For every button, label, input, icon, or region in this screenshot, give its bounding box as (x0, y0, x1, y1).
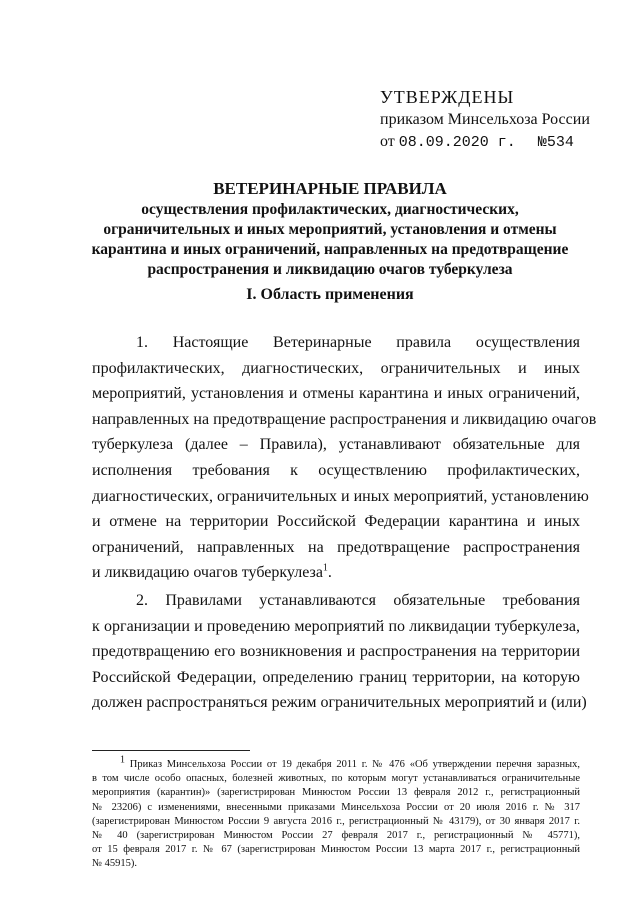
footnote-line: в том числе особо опасных, болезней животных, по которым могут устанавливаться ограничительные (92, 773, 580, 785)
section-heading: I. Область применения (246, 286, 414, 303)
paragraph-1-line: мероприятий, установления и отмены карантина и иных ограничений, (92, 385, 580, 403)
paragraph-1-last-line: и ликвидацию очагов туберкулеза$^1$. (92, 563, 332, 582)
approval-block (380, 85, 620, 154)
approval-order: приказом Минсельхоза России (380, 111, 590, 128)
paragraph-1-line: исполнения требования к осуществлению профилактических, (92, 461, 580, 479)
title-sub-line: ограничительных и иных мероприятий, установления и отмены (103, 221, 557, 238)
footnote (92, 754, 580, 872)
footnote-line: от 15 февраля 2017 г. № 67 (зарегистрирован Минюстом России 13 марта 2017 г., регистрационный (92, 844, 580, 856)
paragraph-1-line: и отмене на территории Российской Федерации карантина и иных (92, 513, 580, 531)
footnote-last-line: № 45915). (92, 858, 138, 870)
paragraph-1-line: ограничений, направленных на предотвращение распространения (92, 538, 580, 556)
paragraph-1-line: направленных на предотвращение распространения и ликвидацию очагов (92, 410, 597, 428)
approval-date: 08.09.2020 г. (398, 134, 516, 151)
footnote-line: № 40 (зарегистрирован Минюстом России 27 февраля 2017 г., регистрационный № 45771), (92, 829, 580, 841)
paragraph-1-line: профилактических, диагностических, ограничительных и иных (92, 359, 580, 377)
footnote-marker: 1 (120, 754, 125, 766)
footnote-line: (зарегистрирован Минюстом России 9 августа 2016 г., регистрационный № 43179), от 30 января 2017 г. (92, 815, 580, 827)
footnote-line: мероприятия (карантин)» (зарегистрирован Минюстом России 13 февраля 2012 г., регистрационный (92, 787, 580, 799)
paragraph-2-line: к организации и проведению мероприятий по ликвидации туберкулеза, (92, 617, 580, 635)
title-sub-line: распространения и ликвидацию очагов туберкулеза (147, 261, 513, 278)
approval-title: УТВЕРЖДЕНЫ (380, 87, 515, 107)
approval-date-line (380, 131, 620, 154)
footnote-divider (92, 750, 250, 751)
paragraph-1-line: диагностических, ограничительных и иных мероприятий, установлению (92, 487, 589, 505)
footnote-first-text: Приказ Минсельхоза России от 19 декабря 2011 г. № 476 «Об утверждении перечня заразных, (129, 759, 580, 770)
paragraph-2-line: должен распространяться режим ограничительных мероприятий и (или) (92, 694, 587, 712)
footnote-line: № 23206) с изменениями, внесенными приказами Минсельхоза России от 20 июля 2016 г. № 317 (92, 801, 580, 813)
paragraph-1-last-text: и ликвидацию очагов туберкулеза (92, 564, 323, 582)
footnote-first-line (92, 754, 580, 772)
title-main: ВЕТЕРИНАРНЫЕ ПРАВИЛА (213, 179, 447, 198)
footnote-reference[interactable]: 1 (322, 563, 328, 575)
approval-date-prefix: от (380, 133, 395, 150)
document-title (60, 178, 600, 280)
title-sub-line: осуществления профилактических, диагностических, (141, 201, 519, 218)
title-sub-line: карантина и иных ограничений, направленных на предотвращение (91, 241, 569, 258)
paragraph-1-line: туберкулеза (далее – Правила), устанавливают обязательные для (92, 436, 580, 454)
paragraph-2-line: предотвращению его возникновения и распространения на территории (92, 643, 580, 661)
paragraph-2-line: Российской Федерации, определению границ территории, на которую (92, 668, 580, 686)
approval-number: №534 (537, 134, 574, 151)
paragraph-2-line: 2. Правилами устанавливаются обязательные требования (136, 591, 580, 609)
body-text (92, 330, 597, 716)
paragraph-1-line: 1. Настоящие Ветеринарные правила осуществления (136, 334, 580, 351)
